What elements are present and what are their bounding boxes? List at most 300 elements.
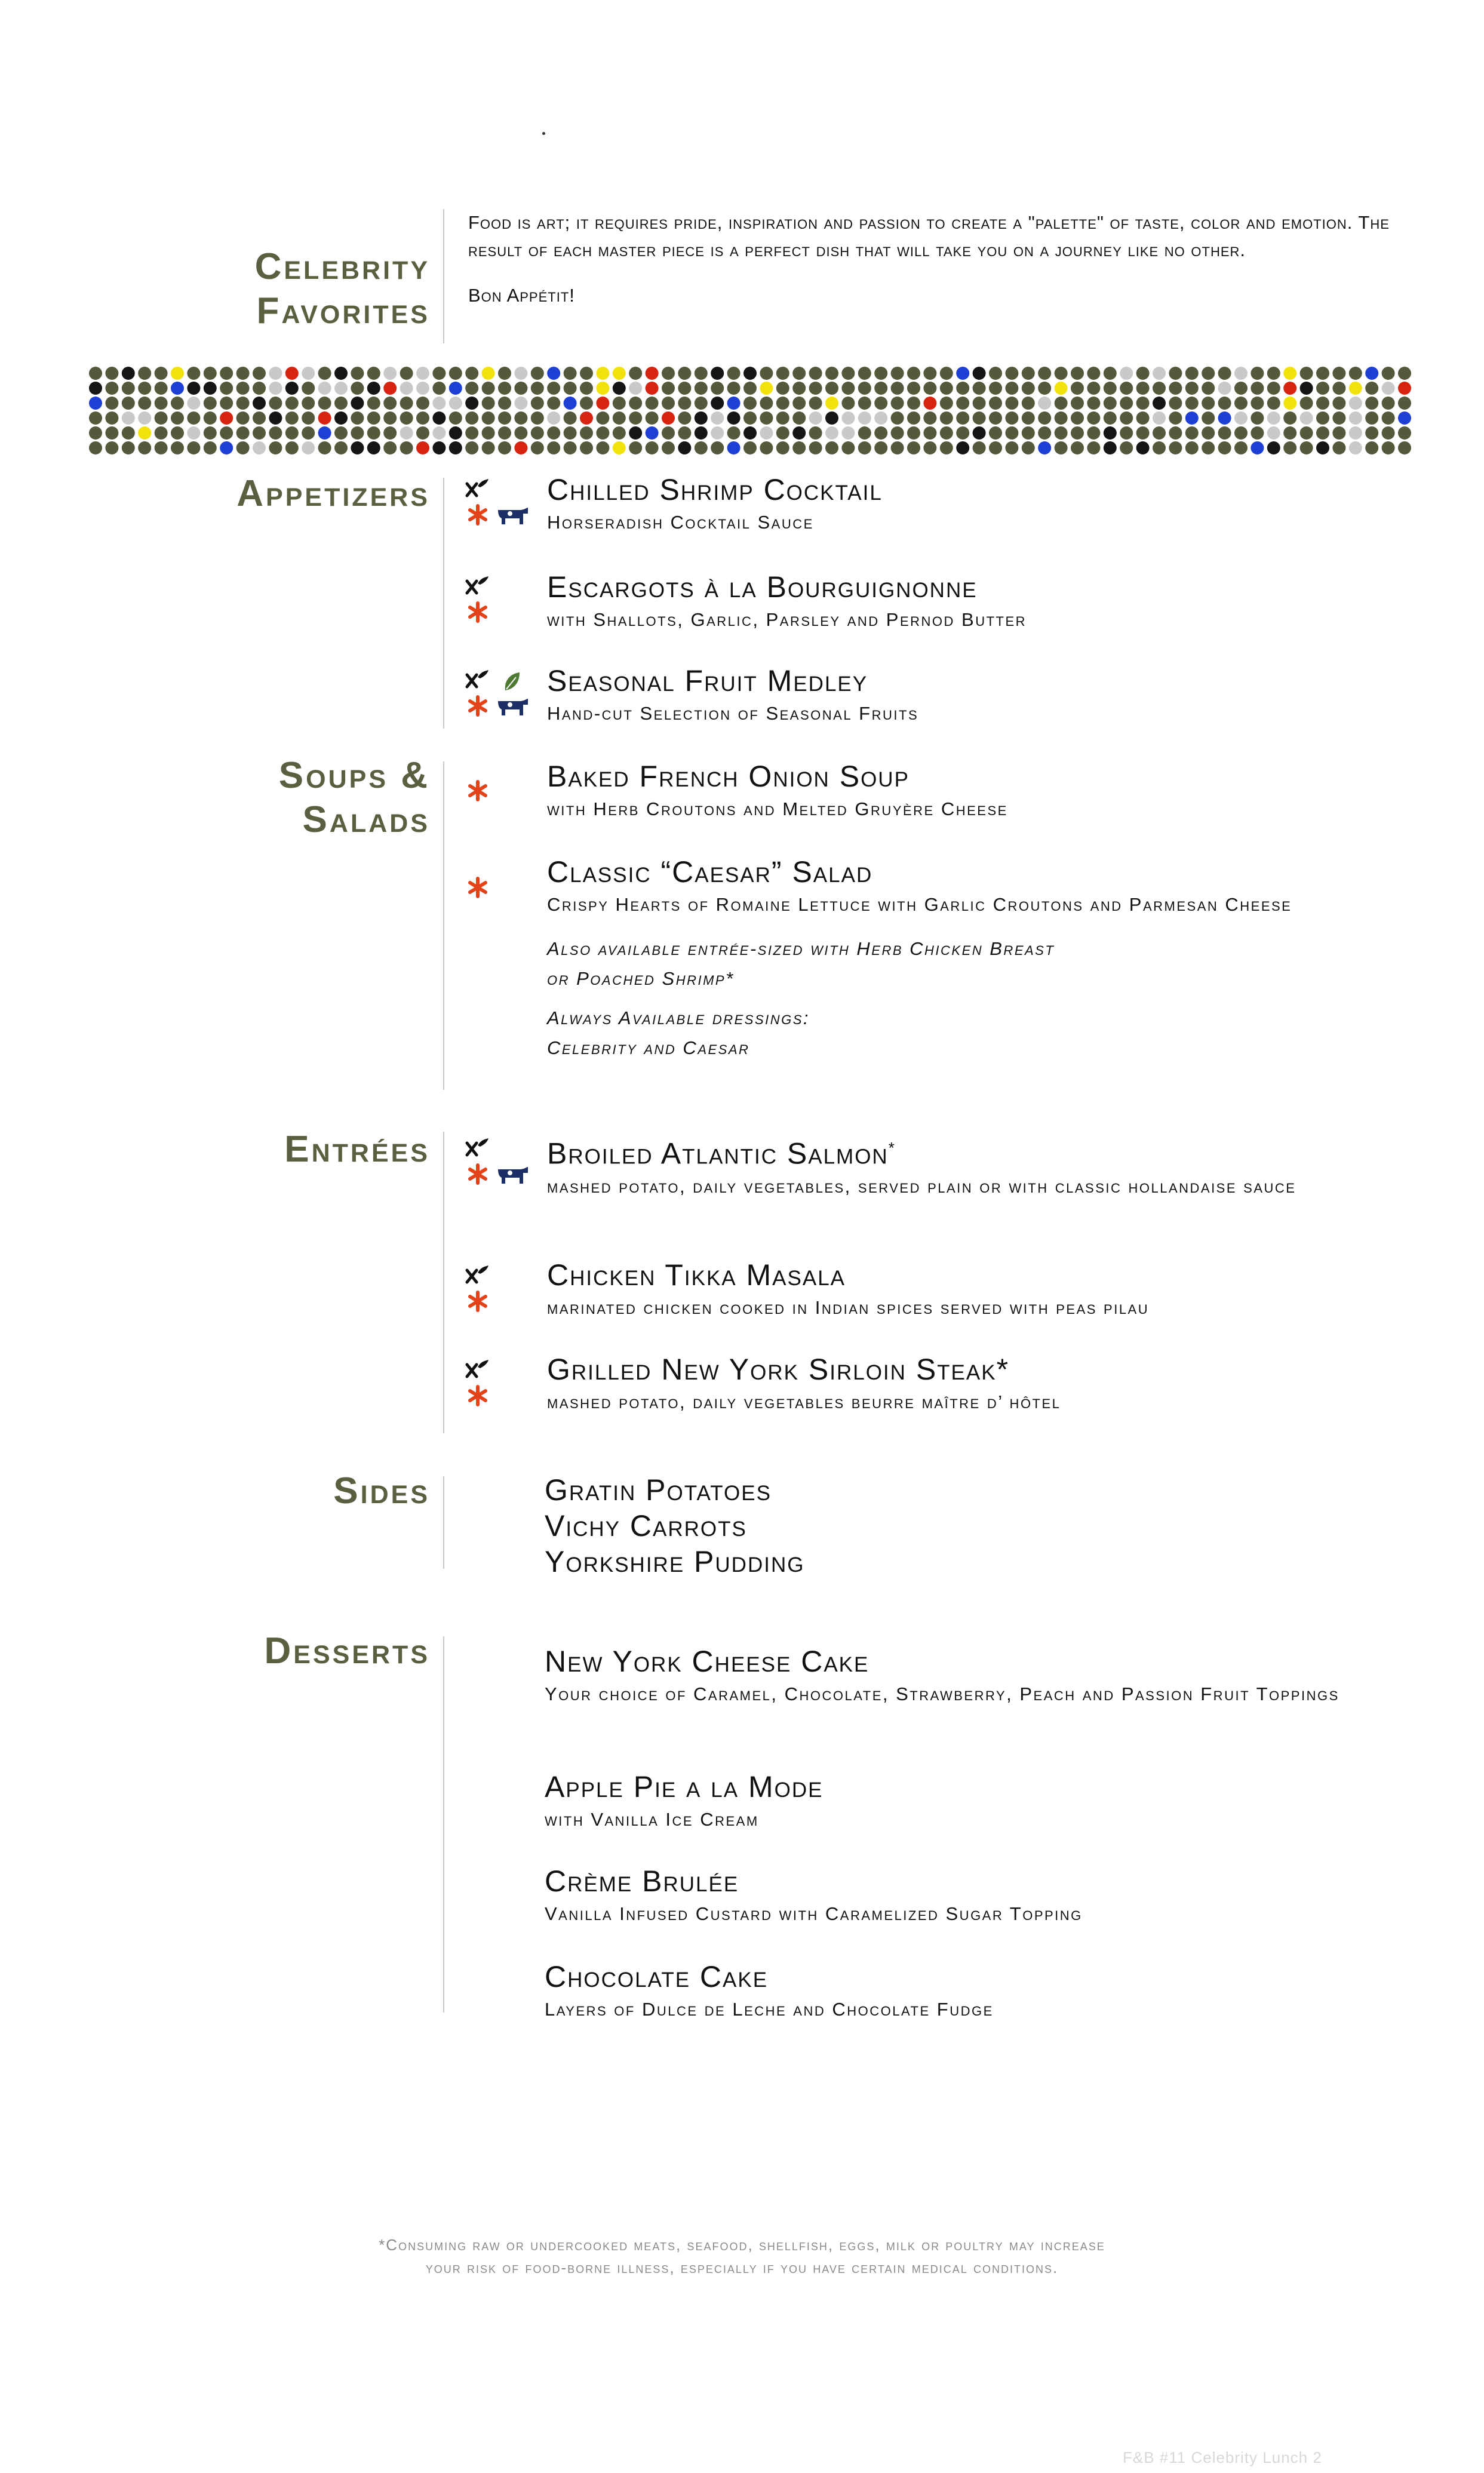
palette-dot <box>1022 367 1035 380</box>
palette-dot <box>1382 426 1395 440</box>
palette-dot <box>809 397 822 410</box>
palette-dot <box>367 382 380 395</box>
palette-dot <box>1185 382 1199 395</box>
palette-dot <box>1218 426 1231 440</box>
palette-dot <box>776 441 789 454</box>
palette-dot <box>629 367 642 380</box>
palette-dot <box>547 382 560 395</box>
palette-dot <box>432 382 445 395</box>
cow-dairy-icon <box>496 698 529 718</box>
palette-dot <box>1022 441 1035 454</box>
palette-dot <box>1218 441 1231 454</box>
palette-dot <box>253 441 266 454</box>
palette-dot <box>891 411 904 425</box>
palette-dot <box>629 382 642 395</box>
sides-list <box>545 1472 804 1580</box>
palette-dot <box>204 426 217 440</box>
palette-dot <box>1005 411 1018 425</box>
palette-dot <box>1365 382 1378 395</box>
palette-dot <box>285 382 299 395</box>
palette-dot <box>1038 441 1051 454</box>
palette-dot <box>973 382 986 395</box>
palette-dot <box>1365 397 1378 410</box>
palette-dot <box>613 441 626 454</box>
palette-dot <box>1038 382 1051 395</box>
palette-dot <box>1169 382 1182 395</box>
palette-dot <box>1382 441 1395 454</box>
palette-dot <box>432 397 445 410</box>
palette-dot <box>400 397 413 410</box>
palette-dot <box>711 441 724 454</box>
palette-dot <box>776 382 789 395</box>
palette-dot <box>792 441 806 454</box>
menu-item <box>547 1257 1443 1322</box>
palette-dot <box>138 441 151 454</box>
palette-dot <box>1316 382 1329 395</box>
palette-dot <box>1234 426 1248 440</box>
palette-dot <box>564 382 577 395</box>
palette-dot <box>514 426 527 440</box>
section-title-soups-salads <box>119 754 430 842</box>
wine-pairing-icon <box>465 478 491 502</box>
palette-dot <box>1316 367 1329 380</box>
palette-dot <box>105 382 118 395</box>
palette-dot <box>825 441 838 454</box>
section-title-appetizers: Appetizers <box>236 473 430 514</box>
palette-dot <box>531 367 544 380</box>
palette-dot <box>383 411 397 425</box>
palette-dot <box>89 367 102 380</box>
menu-item <box>547 663 1443 727</box>
palette-dot <box>531 397 544 410</box>
palette-dot <box>695 441 708 454</box>
palette-dot <box>155 367 168 380</box>
item-name: Chocolate Cake <box>545 1960 769 1993</box>
palette-dot <box>465 397 478 410</box>
palette-dot <box>923 397 936 410</box>
item-name: Chicken Tikka Masala <box>547 1258 846 1292</box>
palette-dot <box>1185 426 1199 440</box>
palette-dot <box>1316 397 1329 410</box>
palette-dot <box>1398 367 1411 380</box>
palette-dots-band <box>87 365 1413 455</box>
appetizer-icons <box>465 669 530 729</box>
palette-dot <box>809 441 822 454</box>
palette-dot <box>432 426 445 440</box>
palette-dot <box>1398 441 1411 454</box>
footer-code: F&B #11 Celebrity Lunch 2 <box>1123 2449 1322 2466</box>
palette-dot <box>138 426 151 440</box>
palette-dot <box>416 382 429 395</box>
palette-dot <box>727 382 741 395</box>
palette-dot <box>383 382 397 395</box>
palette-dot <box>1169 426 1182 440</box>
divider-line <box>443 761 444 1090</box>
palette-dot <box>858 397 871 410</box>
palette-dot <box>351 367 364 380</box>
palette-dot <box>171 397 184 410</box>
palette-dot <box>1267 411 1280 425</box>
palette-dot <box>841 426 855 440</box>
palette-dot <box>613 382 626 395</box>
palette-dot <box>302 411 315 425</box>
palette-dot <box>1349 367 1362 380</box>
menu-item <box>547 569 1443 634</box>
palette-dot <box>1234 441 1248 454</box>
section-title-line: Soups & <box>278 755 430 796</box>
palette-dot <box>105 397 118 410</box>
palette-dot <box>973 426 986 440</box>
palette-dot <box>236 367 250 380</box>
palette-dot <box>269 411 282 425</box>
divider-line <box>443 1476 444 1569</box>
palette-dot <box>220 382 233 395</box>
palette-dot <box>547 367 560 380</box>
palette-dot <box>973 441 986 454</box>
palette-dot <box>809 411 822 425</box>
palette-dot <box>940 382 953 395</box>
palette-dot <box>253 411 266 425</box>
palette-dot <box>1136 441 1150 454</box>
palette-dot <box>1398 426 1411 440</box>
palette-dot <box>1087 367 1100 380</box>
palette-dot <box>1022 397 1035 410</box>
menu-item <box>547 1351 1443 1416</box>
palette-dot <box>874 367 887 380</box>
palette-dot <box>564 397 577 410</box>
palette-dot <box>465 426 478 440</box>
palette-dot <box>727 411 741 425</box>
palette-dot <box>318 411 331 425</box>
palette-dot <box>1300 441 1313 454</box>
palette-dot <box>1120 397 1133 410</box>
palette-dot <box>334 441 348 454</box>
item-name: Crème Brulée <box>545 1864 739 1898</box>
palette-dot <box>204 411 217 425</box>
palette-dot <box>1365 426 1378 440</box>
palette-dot <box>1104 426 1117 440</box>
wine-pairing-icon <box>465 575 491 599</box>
palette-dot <box>432 367 445 380</box>
palette-dot <box>1300 397 1313 410</box>
palette-dot <box>1234 367 1248 380</box>
palette-dot <box>1087 411 1100 425</box>
palette-dot <box>285 441 299 454</box>
item-description: Hand-cut Selection of Seasonal Fruits <box>547 703 919 724</box>
palette-dot <box>711 367 724 380</box>
palette-dot <box>1283 397 1296 410</box>
palette-dot <box>1398 411 1411 425</box>
palette-dot <box>531 441 544 454</box>
palette-dot <box>825 426 838 440</box>
palette-dot <box>1038 426 1051 440</box>
palette-dot <box>907 382 920 395</box>
palette-dot <box>792 367 806 380</box>
palette-dot <box>1202 411 1215 425</box>
palette-dot <box>891 397 904 410</box>
palette-dot <box>858 426 871 440</box>
wine-pairing-icon <box>465 1264 491 1288</box>
palette-dot <box>187 397 200 410</box>
divider-line <box>443 478 444 729</box>
palette-dot <box>662 426 675 440</box>
palette-dot <box>187 426 200 440</box>
palette-dot <box>841 367 855 380</box>
palette-dot <box>1283 382 1296 395</box>
palette-dot <box>1038 367 1051 380</box>
palette-dot <box>1202 426 1215 440</box>
palette-dot <box>318 426 331 440</box>
palette-dot <box>400 441 413 454</box>
palette-dot <box>1382 382 1395 395</box>
palette-dot <box>465 411 478 425</box>
palette-dot <box>711 426 724 440</box>
palette-dot <box>89 426 102 440</box>
palette-dot <box>580 382 593 395</box>
palette-dot <box>1071 367 1084 380</box>
palette-dot <box>383 441 397 454</box>
wine-pairing-icon <box>465 1137 491 1161</box>
palette-dot <box>367 367 380 380</box>
vegetarian-leaf-icon <box>502 670 522 693</box>
palette-dot <box>138 411 151 425</box>
palette-dot <box>1218 382 1231 395</box>
palette-dot <box>1251 441 1264 454</box>
palette-dot <box>580 411 593 425</box>
palette-dot <box>613 367 626 380</box>
palette-dot <box>1120 441 1133 454</box>
palette-dot <box>187 411 200 425</box>
palette-dot <box>727 441 741 454</box>
palette-dot <box>596 426 609 440</box>
palette-dot <box>531 382 544 395</box>
palette-dot <box>711 382 724 395</box>
palette-dot <box>171 382 184 395</box>
palette-dot <box>825 367 838 380</box>
palette-dot <box>727 426 741 440</box>
palette-dot <box>1382 397 1395 410</box>
signature-asterisk-icon <box>467 504 488 526</box>
palette-dot <box>220 411 233 425</box>
palette-dot <box>1218 411 1231 425</box>
item-description: mashed potato, daily vegetables beurre maître d’ hôtel <box>547 1391 1061 1412</box>
palette-dot <box>1136 397 1150 410</box>
divider-line <box>443 1132 444 1433</box>
palette-dot <box>776 426 789 440</box>
signature-asterisk-icon <box>467 1291 488 1312</box>
palette-dot <box>825 411 838 425</box>
palette-dot <box>1365 441 1378 454</box>
palette-dot <box>465 441 478 454</box>
palette-dot <box>220 441 233 454</box>
palette-dot <box>1087 397 1100 410</box>
palette-dot <box>1332 426 1345 440</box>
palette-dot <box>1398 382 1411 395</box>
palette-dot <box>449 397 462 410</box>
palette-dot <box>841 382 855 395</box>
palette-dot <box>514 441 527 454</box>
signature-asterisk-icon <box>467 601 488 623</box>
palette-dot <box>138 397 151 410</box>
palette-dot <box>629 397 642 410</box>
palette-dot <box>973 411 986 425</box>
palette-dot <box>743 397 757 410</box>
palette-dot <box>874 441 887 454</box>
palette-dot <box>874 426 887 440</box>
palette-dot <box>596 441 609 454</box>
soup-icons <box>465 780 530 840</box>
palette-dot <box>1153 441 1166 454</box>
palette-dot <box>318 367 331 380</box>
section-title-line: Celebrity <box>254 246 430 287</box>
palette-dot <box>1136 367 1150 380</box>
palette-dot <box>1267 382 1280 395</box>
palette-dot <box>400 382 413 395</box>
palette-dot <box>89 441 102 454</box>
section-title-sides: Sides <box>333 1470 430 1512</box>
item-description: with Vanilla Ice Cream <box>545 1809 759 1830</box>
palette-dot <box>204 441 217 454</box>
salad-icons <box>465 877 530 936</box>
palette-dot <box>514 411 527 425</box>
palette-dot <box>1120 426 1133 440</box>
item-description: Vanilla Infused Custard with Caramelized Sugar Topping <box>545 1903 1083 1924</box>
palette-dot <box>105 367 118 380</box>
item-name: New York Cheese Cake <box>545 1645 869 1678</box>
note-line: Also available entrée-sized with Herb Chicken Breast <box>547 938 1055 959</box>
palette-dot <box>334 382 348 395</box>
palette-dot <box>858 411 871 425</box>
palette-dot <box>1185 367 1199 380</box>
palette-dot <box>482 367 495 380</box>
item-description: mashed potato, daily vegetables, served plain or with classic hollandaise sauce <box>547 1175 1296 1197</box>
menu-item <box>545 1769 1440 1833</box>
item-name: Chilled Shrimp Cocktail <box>547 473 883 506</box>
intro-paragraph: Food is art; it requires pride, inspiration and passion to create a "palette" of taste, color and emotion. The result of each master piece is a perfect dish that will take you on a journey like no other. <box>468 212 1390 260</box>
palette-dot <box>122 426 135 440</box>
palette-dot <box>1153 426 1166 440</box>
cow-dairy-icon <box>496 1166 529 1186</box>
intro-text <box>468 209 1424 309</box>
palette-dot <box>171 441 184 454</box>
entree-icons <box>465 1359 530 1418</box>
speck <box>542 132 545 135</box>
palette-dot <box>596 397 609 410</box>
palette-dot <box>465 367 478 380</box>
palette-dot <box>89 411 102 425</box>
palette-dot <box>1251 397 1264 410</box>
divider-line <box>443 1636 444 2013</box>
palette-dot <box>564 411 577 425</box>
palette-dot <box>629 411 642 425</box>
palette-dot <box>1202 441 1215 454</box>
palette-dot <box>1316 426 1329 440</box>
item-name: Seasonal Fruit Medley <box>547 664 868 698</box>
palette-dot <box>613 397 626 410</box>
palette-dot <box>1251 367 1264 380</box>
wine-pairing-icon <box>465 1359 491 1383</box>
palette-dot <box>1071 397 1084 410</box>
palette-dot <box>302 441 315 454</box>
palette-dot <box>220 367 233 380</box>
palette-dot <box>547 411 560 425</box>
palette-dot <box>1169 441 1182 454</box>
palette-dot <box>400 426 413 440</box>
signature-asterisk-icon <box>467 877 488 898</box>
palette-dot <box>1382 411 1395 425</box>
palette-dot <box>678 382 691 395</box>
palette-dot <box>940 426 953 440</box>
palette-dot <box>841 397 855 410</box>
divider-line <box>443 209 444 343</box>
palette-dot <box>351 397 364 410</box>
palette-dot <box>891 426 904 440</box>
palette-dot <box>400 411 413 425</box>
palette-dot <box>727 397 741 410</box>
palette-dot <box>1104 411 1117 425</box>
palette-dot <box>989 367 1002 380</box>
note-line: Always Available dressings: <box>547 1007 810 1028</box>
palette-dot <box>187 382 200 395</box>
signature-asterisk-icon <box>467 780 488 801</box>
palette-dot <box>1349 411 1362 425</box>
palette-dot <box>1136 411 1150 425</box>
palette-dot <box>1267 426 1280 440</box>
palette-dot <box>646 367 659 380</box>
palette-dot <box>923 426 936 440</box>
palette-dot <box>743 382 757 395</box>
palette-dot <box>580 441 593 454</box>
palette-dot <box>1332 411 1345 425</box>
palette-dot <box>1153 411 1166 425</box>
palette-dot <box>514 382 527 395</box>
palette-dot <box>351 426 364 440</box>
salad-entree-note <box>547 934 1341 994</box>
palette-dot <box>236 441 250 454</box>
palette-dot <box>1267 367 1280 380</box>
palette-dot <box>547 426 560 440</box>
palette-dot <box>1153 397 1166 410</box>
item-name: Apple Pie a la Mode <box>545 1770 824 1804</box>
item-mark: * <box>888 1139 896 1157</box>
palette-dot <box>564 426 577 440</box>
palette-dot <box>989 441 1002 454</box>
palette-dot <box>1365 367 1378 380</box>
palette-dot <box>1071 441 1084 454</box>
appetizer-icons <box>465 478 530 537</box>
palette-dot <box>269 426 282 440</box>
palette-dot <box>1071 411 1084 425</box>
palette-dot <box>956 382 969 395</box>
palette-dot <box>596 367 609 380</box>
palette-dot <box>1283 367 1296 380</box>
palette-dot <box>400 367 413 380</box>
palette-dot <box>122 367 135 380</box>
palette-dot <box>760 411 773 425</box>
palette-dot <box>1349 441 1362 454</box>
palette-dot <box>1202 397 1215 410</box>
palette-dot <box>1136 382 1150 395</box>
palette-dot <box>531 426 544 440</box>
palette-dot <box>1071 426 1084 440</box>
palette-dot <box>646 382 659 395</box>
palette-dot <box>678 426 691 440</box>
palette-dot <box>122 397 135 410</box>
palette-dot <box>285 426 299 440</box>
palette-dot <box>1234 397 1248 410</box>
palette-dot <box>678 367 691 380</box>
palette-dot <box>776 397 789 410</box>
